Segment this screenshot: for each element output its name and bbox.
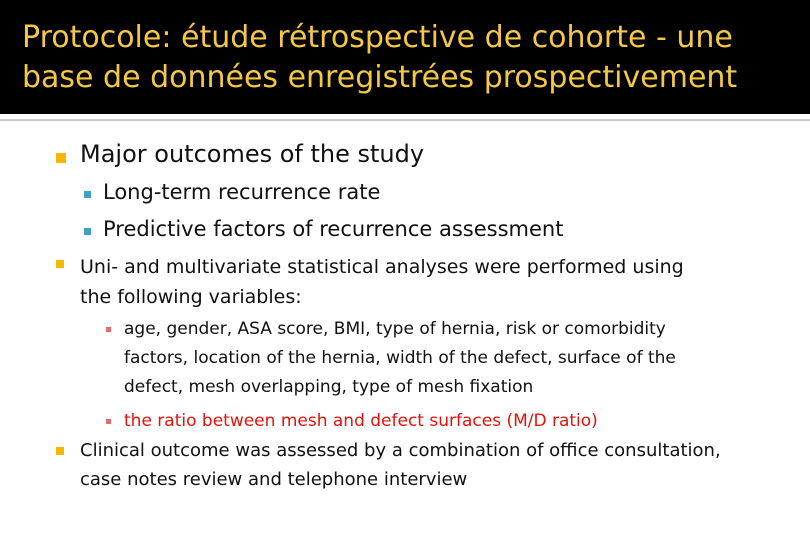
bullet-square-icon [106, 419, 111, 424]
bullet-square-icon [56, 260, 64, 268]
bullet-variables-list-line-2: factors, location of the hernia, width of the defect, surface of the [124, 348, 676, 368]
bullet-clinical-outcome-line-2: case notes review and telephone interview [80, 469, 468, 490]
bullet-clinical-outcome [80, 436, 721, 494]
bullet-square-icon [56, 153, 66, 163]
bullet-statistical-analyses-line-2: the following variables: [80, 286, 302, 308]
bullet-variables-list-line-3: defect, mesh overlapping, type of mesh fixation [124, 377, 534, 397]
bullet-variables-list [124, 315, 676, 402]
bullet-variables-list-line-1: age, gender, ASA score, BMI, type of hernia, risk or comorbidity [124, 319, 666, 339]
bullet-square-icon [84, 228, 91, 235]
bullet-square-icon [56, 447, 64, 455]
title-divider [0, 119, 810, 121]
bullet-md-ratio: the ratio between mesh and defect surfaces (M/D ratio) [124, 411, 598, 431]
bullet-square-icon [106, 327, 111, 332]
slide-title-line-2: base de données enregistrées prospectivement [22, 60, 738, 95]
slide-title-line-1: Protocole: étude rétrospective de cohorte - une [22, 20, 733, 55]
bullet-statistical-analyses [80, 252, 684, 312]
slide-title [22, 18, 802, 98]
bullet-square-icon [84, 191, 91, 198]
bullet-statistical-analyses-line-1: Uni- and multivariate statistical analyses were performed using [80, 256, 684, 278]
bullet-major-outcomes: Major outcomes of the study [80, 140, 425, 168]
bullet-long-term-recurrence: Long-term recurrence rate [103, 180, 381, 204]
title-bar [0, 0, 810, 114]
bullet-clinical-outcome-line-1: Clinical outcome was assessed by a combination of office consultation, [80, 440, 721, 461]
bullet-predictive-factors: Predictive factors of recurrence assessment [103, 217, 564, 241]
